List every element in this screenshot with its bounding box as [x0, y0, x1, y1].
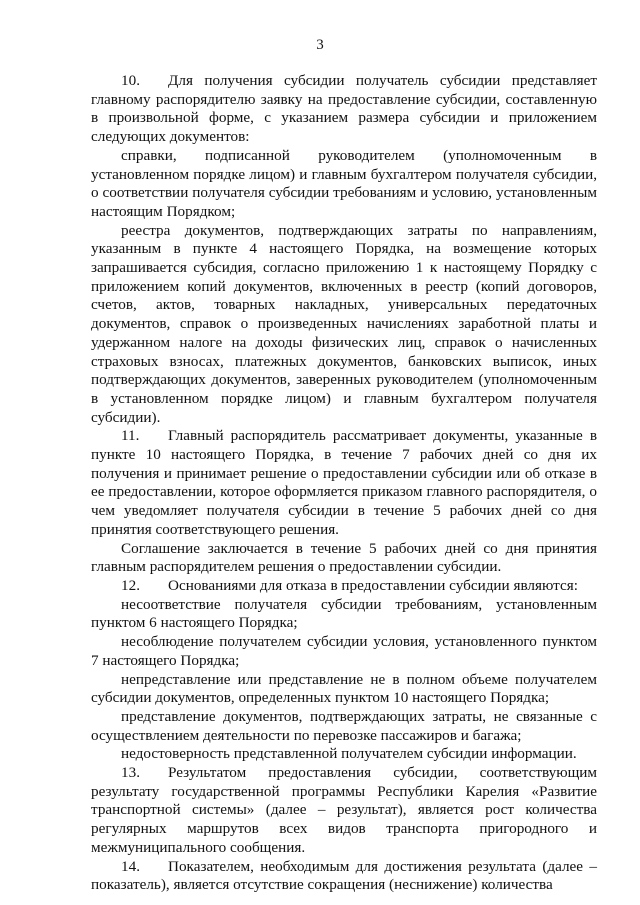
- clause-number: 11.: [121, 427, 140, 445]
- paragraph-text: недостоверность представленной получателем субсидии информации.: [121, 745, 577, 763]
- paragraph-13: [91, 764, 597, 858]
- clause-number: 13.: [121, 764, 140, 782]
- paragraph-text: Соглашение заключается в течение 5 рабочих дней со дня принятия главным распорядителем решения о предоставлении субсидии.: [91, 539, 597, 576]
- paragraph-text: Для получения субсидии получатель субсидии представляет главному распорядителю заявку на предоставление субсидии, составленную в произвольной форме, с указанием размера субсидии и приложением следующих документов:: [91, 72, 597, 146]
- paragraph-text: Главный распорядитель рассматривает документы, указанные в пункте 10 настоящего Порядка, в течение 7 рабочих дней со дня их получения и принимает решение о предоставлении субсидии или об отказе в ее предоставлении, которое оформляется приказом главного распорядителя, о чем уведомляет получателя субсидии в течение 5 рабочих дней со дня принятия соответствующего решения.: [91, 427, 597, 538]
- paragraph-10-item-1: [91, 147, 597, 222]
- paragraph-text: представление документов, подтверждающих затраты, не связанные с осуществлением деятельности по перевозке пассажиров и багажа;: [91, 707, 597, 744]
- paragraph-12-item-1: [91, 596, 597, 633]
- paragraph-text: справки, подписанной руководителем (уполномоченным в установленном порядке лицом) и главным бухгалтером получателя субсидии, о соответствии получателя субсидии требованиям и условию, установленным настоящим Порядком;: [91, 146, 597, 220]
- paragraph-text: Основаниями для отказа в предоставлении субсидии являются:: [168, 576, 578, 594]
- clause-number: 12.: [121, 576, 140, 594]
- paragraph-10: [91, 72, 597, 147]
- paragraph-12-item-2: [91, 633, 597, 670]
- paragraph-text: Показателем, необходимым для достижения результата (далее – показатель), является отсутствие сокращения (неснижение) количества: [91, 857, 597, 894]
- paragraph-text: Результатом предоставления субсидии, соответствующим результату государственной программы Республики Карелия «Развитие транспортной системы» (далее – результат), является рост количества регулярных маршрутов всех видов транспорта пригородного и межмуниципального сообщения.: [91, 764, 597, 856]
- clause-number: 14.: [121, 857, 140, 875]
- paragraph-12-item-4: [91, 708, 597, 745]
- paragraph-text: несоответствие получателя субсидии требованиям, установленным пунктом 6 настоящего Порядка;: [91, 595, 597, 632]
- clause-number: 10.: [121, 72, 140, 89]
- paragraph-11-agreement: [91, 540, 597, 577]
- paragraph-12: [91, 577, 597, 596]
- paragraph-text: непредставление или представление не в полном объеме получателем субсидии документов, определенных пунктом 10 настоящего Порядка;: [91, 670, 597, 707]
- paragraph-14: [91, 858, 597, 895]
- page-number: 3: [316, 37, 324, 53]
- paragraph-text: несоблюдение получателем субсидии условия, установленного пунктом 7 настоящего Порядка;: [91, 633, 597, 669]
- paragraph-10-item-2: [91, 222, 597, 428]
- paragraph-12-item-5: [91, 745, 597, 764]
- document-body: [91, 72, 597, 895]
- paragraph-11: [91, 427, 597, 539]
- paragraph-12-item-3: [91, 671, 597, 708]
- paragraph-text: реестра документов, подтверждающих затраты по направлениям, указанным в пункте 4 настоящего Порядка, на возмещение которых запрашивается субсидия, согласно приложению 1 к настоящему Порядку с приложением копий документов, включенных в реестр (копий договоров, счетов, актов, товарных накладных, универсальных передаточных документов, справок о произведенных начислениях заработной платы и удержанном налоге на доходы физических лиц, справок о начисленных страховых взносах, платежных документов, банковских выписок, иных подтверждающих документов, заверенных руководителем (уполномоченным в установленном порядке лицом) и главным бухгалтером получателя субсидии).: [91, 221, 597, 426]
